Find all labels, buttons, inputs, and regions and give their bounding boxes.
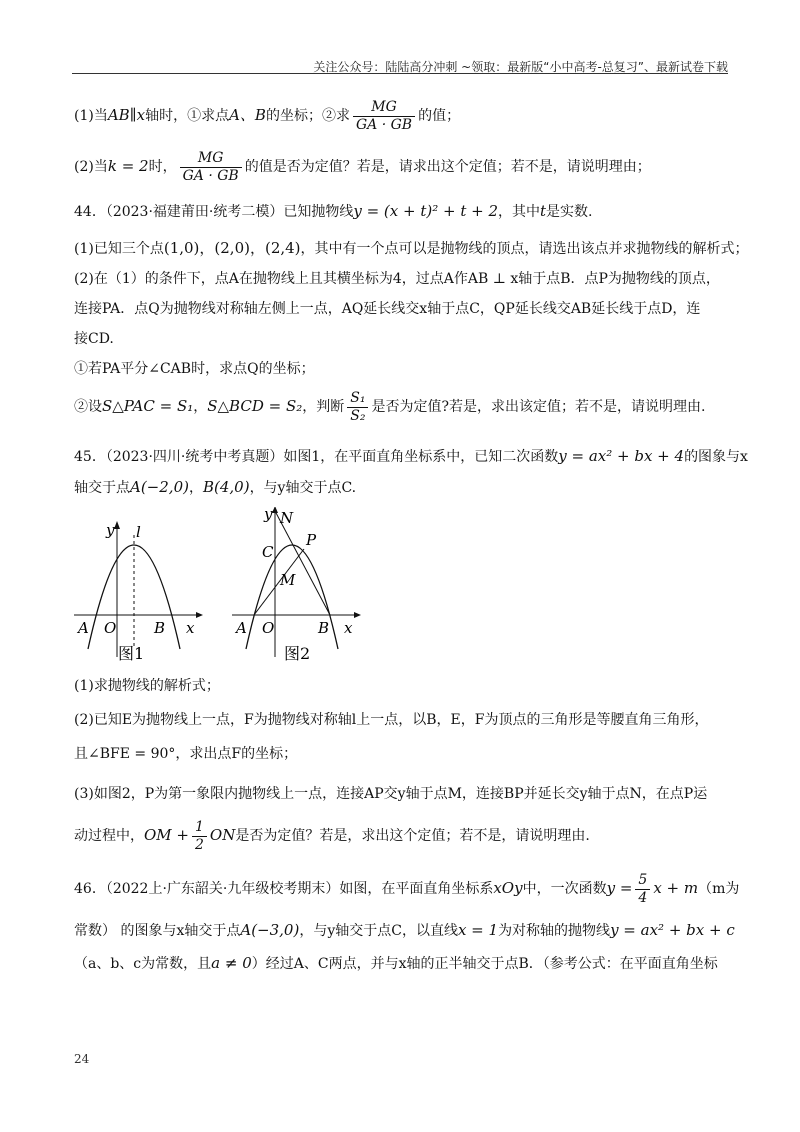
label-O: O (262, 619, 275, 637)
q43-part1: (1)当AB∥x轴时，①求点A、B的坐标；②求 $\frac{MG}{GA \cdot GB}$ 的值； (74, 98, 461, 133)
x-axis-arrow (354, 612, 361, 618)
figure-1-graph (74, 507, 204, 667)
fraction-mg-over-ga-gb: $\frac{MG}{GA \cdot GB}$ (353, 99, 415, 134)
q43-part2: (2)当k = 2时， $\frac{MG}{GA \cdot GB}$ 的值是否为定值？若是，请求出这个定值；若不是，请说明理由； (74, 149, 651, 184)
label-A: A (236, 619, 247, 637)
label-B: B (318, 619, 330, 637)
q45-part2-line1: (2)已知E为抛物线上一点，F为抛物线对称轴l上一点，以B，E，F为顶点的三角形是等腰直角三角形， (74, 712, 709, 728)
q45-stem-line1: 45．（2023·四川·统考中考真题）如图1，在平面直角坐标系中，已知二次函数y = ax² + bx + 4的图象与x (74, 447, 748, 465)
label-N: N (280, 509, 294, 527)
fraction-s1-over-s2: $\frac{\text{S₁}}{\text{S₂}}$ (347, 390, 368, 425)
q44-sub2: ②设S△PAC = S₁，S△BCD = S₂，判断 $\frac{\text{S₁}}{\text{S₂}}$ 是否为定值?若是，求出该定值；若不是，请说明理由. (74, 389, 706, 424)
page-number: 24 (74, 1052, 90, 1066)
label-P: P (306, 531, 317, 549)
figure-2-caption: 图2 (284, 644, 311, 663)
q45-figures (74, 507, 728, 667)
label-x: x (344, 619, 353, 637)
q46-stem-line1: 46．（2022上·广东韶关·九年级校考期末）如图，在平面直角坐标系xOy中，一次函数y = $\frac{5}{4}$ x + m（m为 (74, 871, 740, 906)
q45-part1: (1)求抛物线的解析式； (74, 678, 220, 694)
label-l: l (136, 523, 141, 541)
q45-part2-line2: 且∠BFE = 90°，求出点F的坐标； (74, 746, 298, 762)
q45-part3-line2: 动过程中，OM + $\frac{1}{2}$ ON是否为定值？若是，求出这个定值；若不是，请说明理由. (74, 818, 590, 853)
y-axis-arrow (114, 521, 120, 529)
q44-stem: 44．（2023·福建莆田·统考二模）已知抛物线y = (x + t)² + t + 2，其中t是实数. (74, 202, 593, 220)
y-axis-arrow (272, 507, 278, 513)
q44-sub1: ①若PA平分∠CAB时，求点Q的坐标； (74, 361, 315, 377)
q46-stem-line3: （a、b、c为常数，且a ≠ 0）经过A、C两点，并与x轴的正半轴交于点B．（参考公式：在平面直角坐标 (74, 954, 718, 972)
q45-part3-line1: (3)如图2，P为第一象限内抛物线上一点，连接AP交y轴于点M，连接BP并延长交y轴于点N，在点P运 (74, 786, 708, 802)
fraction-five-quarters: $\frac{5}{4}$ (635, 872, 650, 907)
page-header: 关注公众号：陆陆高分冲刺 ~领取：最新版“小中高考-总复习”、最新试卷下载 (313, 60, 728, 74)
fraction-mg-over-ga-gb: $\frac{MG}{GA \cdot GB}$ (180, 150, 242, 185)
figure-1 (74, 507, 204, 671)
label-C: C (262, 543, 274, 561)
label-A: A (78, 619, 89, 637)
header-rule (72, 73, 728, 74)
label-M: M (280, 571, 296, 589)
q46-stem-line2: 常数） 的图象与x轴交于点A(−3,0)，与y轴交于点C，以直线x = 1为对称轴的抛物线y = ax² + bx + c (74, 921, 735, 939)
q44-part2-line3: 接CD. (74, 331, 114, 347)
q44-part1: (1)已知三个点(1,0)，(2,0)，(2,4)，其中有一个点可以是抛物线的顶点，请选出该点并求抛物线的解析式； (74, 239, 749, 257)
figure-2 (232, 507, 362, 671)
q44-part2-line1: (2)在（1）的条件下，点A在抛物线上且其横坐标为4，过点A作AB ⊥ x轴于点B．点P为抛物线的顶点， (74, 271, 720, 287)
fraction-one-half: $\frac{1}{2}$ (192, 819, 207, 854)
figure-2-graph (232, 507, 362, 667)
q45-stem-line2: 轴交于点A(−2,0)，B(4,0)，与y轴交于点C. (74, 478, 357, 496)
label-y: y (106, 521, 115, 539)
label-y: y (264, 507, 273, 523)
x-axis-arrow (196, 612, 203, 618)
q44-part2-line2: 连接PA．点Q为抛物线对称轴左侧上一点，AQ延长线交x轴于点C，QP延长线交AB延长线于点D，连 (74, 301, 701, 317)
figure-1-caption: 图1 (118, 644, 145, 663)
page-content (74, 94, 749, 979)
label-x: x (186, 619, 195, 637)
label-B: B (154, 619, 166, 637)
label-O: O (104, 619, 117, 637)
